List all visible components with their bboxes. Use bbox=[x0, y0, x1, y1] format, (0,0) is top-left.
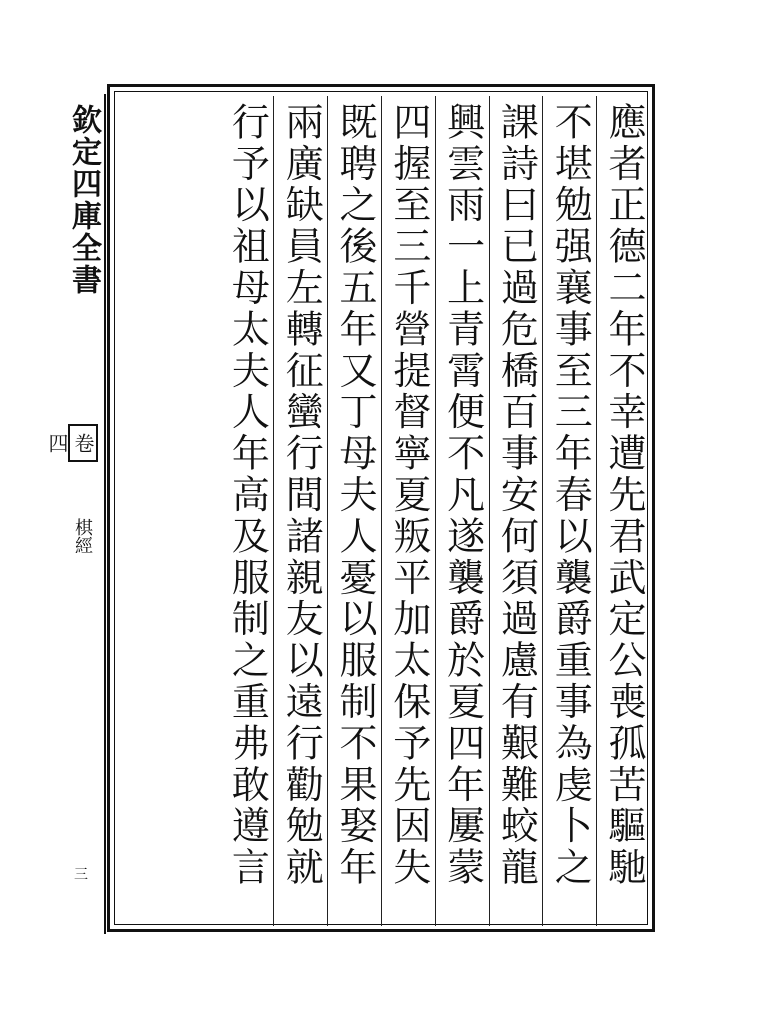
text-column-5: 四握至三千營提督寧夏叛平加太保予先因失 bbox=[381, 96, 435, 926]
page-number: 三 bbox=[74, 867, 88, 883]
book-series-title: 欽定四庫全書 bbox=[66, 104, 101, 296]
text-column-7: 兩廣缺員左轉征蠻行間諸親友以遠行勸勉就 bbox=[273, 96, 327, 926]
text-column-2: 不堪勉强襄事至三年春以襲爵重事為虔卜之 bbox=[542, 96, 596, 926]
text-columns bbox=[112, 96, 650, 926]
text-column-4: 興雲雨一上青霄便不凡遂襲爵於夏四年屢蒙 bbox=[435, 96, 489, 926]
page-margin bbox=[45, 94, 106, 934]
text-column-3: 課詩曰已過危橋百事安何須過慮有艱難蛟龍 bbox=[489, 96, 543, 926]
text-column-8: 行予以祖母太夫人年高及服制之重弗敢遵言 bbox=[225, 102, 270, 889]
volume-label: 卷四 bbox=[68, 424, 98, 462]
book-title: 棋經 bbox=[72, 518, 93, 554]
text-column-1: 應者正德二年不幸遭先君武定公喪孤苦驅馳 bbox=[596, 96, 650, 926]
text-column-6: 既聘之後五年又丁母夫人憂以服制不果娶年 bbox=[327, 96, 381, 926]
